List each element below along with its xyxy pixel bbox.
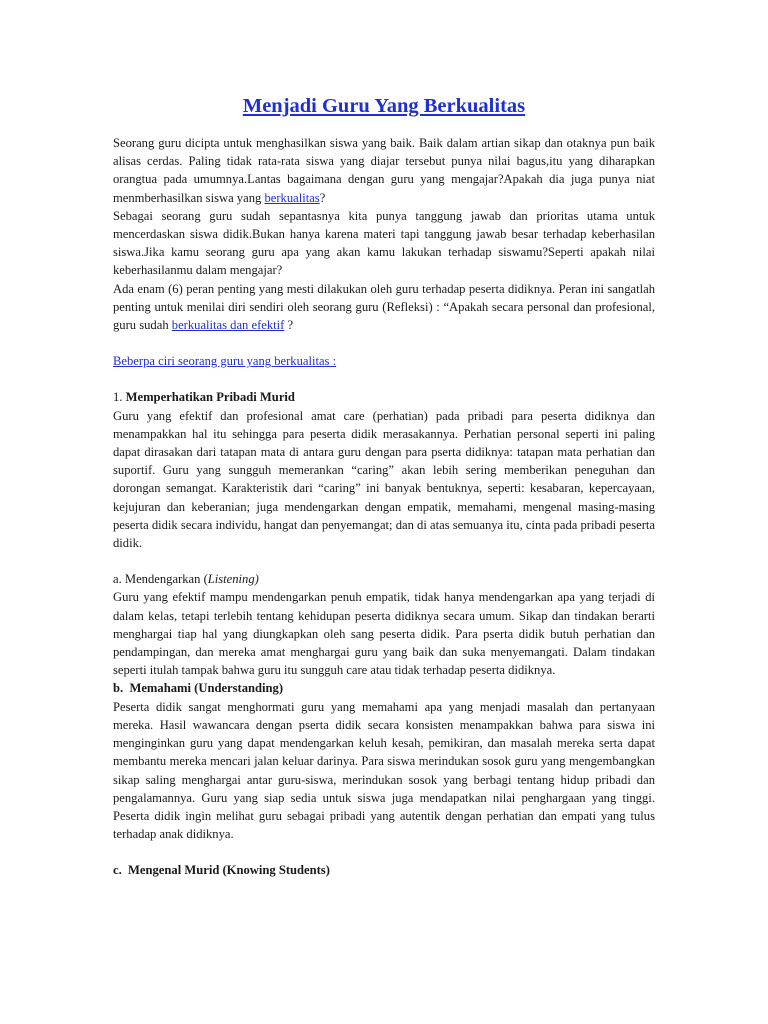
section-1-body: Guru yang efektif dan profesional amat care (perhatian) pada pribadi para peserta didiknya dan menampakkan hal itu sehingga para peserta didik merasakannya. Perhatian personal seperti ini paling dapat dirasakan dari tatapan mata di antara guru dengan para pserta didiknya: tatapan mata perhatian dan suportif. Guru yang sungguh memerankan “caring” akan lebih sering memberikan peneguhan dan dorongan semangat. Karakteristik dari “caring” ini banyak bentuknya, seperti: kesabaran, kepercayaan, kejujuran dan keberanian; juga mendengarkan dengan empatik, memahami, mengenal masing-masing peserta didik secara individu, hangat dan penyemangat; dan di atas semuanya itu, cinta pada pribadi peserta didik. (113, 408, 655, 551)
section-b-heading (113, 679, 655, 697)
section-a-italic: Listening) (207, 572, 259, 587)
section-b-title: b. Memahami (Understanding) (113, 681, 284, 696)
ciri-heading-line (113, 352, 655, 370)
section-1-number: 1. (113, 390, 126, 405)
section-1-heading (113, 388, 655, 406)
section-a-heading (113, 570, 655, 588)
section-1-title: Memperhatikan Pribadi Murid (125, 390, 295, 405)
berkualitas-dan-efektif-link[interactable]: berkualitas dan efektif (171, 318, 285, 333)
spacer (113, 334, 655, 352)
intro-paragraph-2: Sebagai seorang guru sudah sepantasnya kita punya tanggung jawab dan prioritas utama untuk mencerdaskan siswa didik.Bukan hanya karena materi tapi tanggung jawab besar terhadap keberhasilan siswa.Jika kamu seorang guru apa yang akan kamu lakukan terhadap siswamu?Seperti apakah nilai keberhasilanmu dalam mengajar? (113, 208, 655, 278)
section-a-body: Guru yang efektif mampu mendengarkan penuh empatik, tidak hanya mendengarkan apa yang terjadi di dalam kelas, tetapi terlebih tentang kehidupan peserta didiknya secara umum. Sikap dan tindakan berarti menghargai tiap hal yang diungkapkan oleh sang peserta didik. Para pserta didik butuh perhatian dan pendampingan, dan mereka amat menghargai guru yang baik dan suka menyemangati. Dalam tindakan seperti itulah tampak bahwa guru itu sungguh care atau tidak terhadap peserta didiknya. (113, 590, 655, 678)
intro-paragraph-3 (113, 280, 655, 335)
section-a-prefix: a. Mendengarkan ( (113, 572, 208, 587)
spacer (113, 552, 655, 570)
intro-text-1-end: ? (319, 190, 326, 205)
spacer (113, 370, 655, 388)
intro-text-3: Ada enam (6) peran penting yang mesti dilakukan oleh guru terhadap peserta didiknya. Peran ini sangatlah penting untuk menilai diri sendiri oleh seorang guru (Refleksi) : “Apakah secara personal dan profesional, guru sudah (113, 281, 655, 333)
document-title[interactable]: Menjadi Guru Yang Berkualitas (242, 95, 526, 117)
berkualitas-link[interactable]: berkualitas (264, 190, 320, 205)
section-c-heading (113, 861, 655, 879)
section-b-body: Peserta didik sangat menghormati guru yang memahami apa yang menjadi masalah dan pertanyaan mereka. Hasil wawancara dengan pserta didik secara konsisten menampakkan bahwa para siswa ini menginginkan guru yang dapat mendengarkan keluh kesah, pemikiran, dan masalah mereka serta dapat membantu mereka mencari jalan keluar darinya. Para siswa merindukan sosok guru yang mengembangkan sikap saling menghargai antar guru-siswa, merindukan sosok yang berbagi tentang hidup pribadi dan pengalamannya. Guru yang siap sedia untuk siswa juga mendapatkan nilai penghargaan yang tinggi. Peserta didik ingin melihat guru sebagai pribadi yang autentik dengan perhatian dan empati yang tulus terhadap anak didiknya. (113, 699, 655, 842)
intro-text-3-end: ? (284, 318, 294, 333)
ciri-heading[interactable]: Beberpa ciri seorang guru yang berkualitas : (113, 354, 337, 369)
intro-text-1: Seorang guru dicipta untuk menghasilkan siswa yang baik. Baik dalam artian sikap dan otaknya pun baik alisas cerdas. Paling tidak rata-rata siswa yang diajar tersebut punya nilai bagus,itu yang diharapkan orangtua pada umumnya.Lantas bagaimana dengan guru yang mengajar?Apakah dia juga punya niat menmberhasilkan siswa yang (113, 136, 655, 205)
section-c-title: c. Mengenal Murid (Knowing Students) (113, 863, 330, 878)
spacer (113, 843, 655, 861)
document-page (113, 92, 655, 880)
intro-paragraph-1 (113, 134, 655, 207)
